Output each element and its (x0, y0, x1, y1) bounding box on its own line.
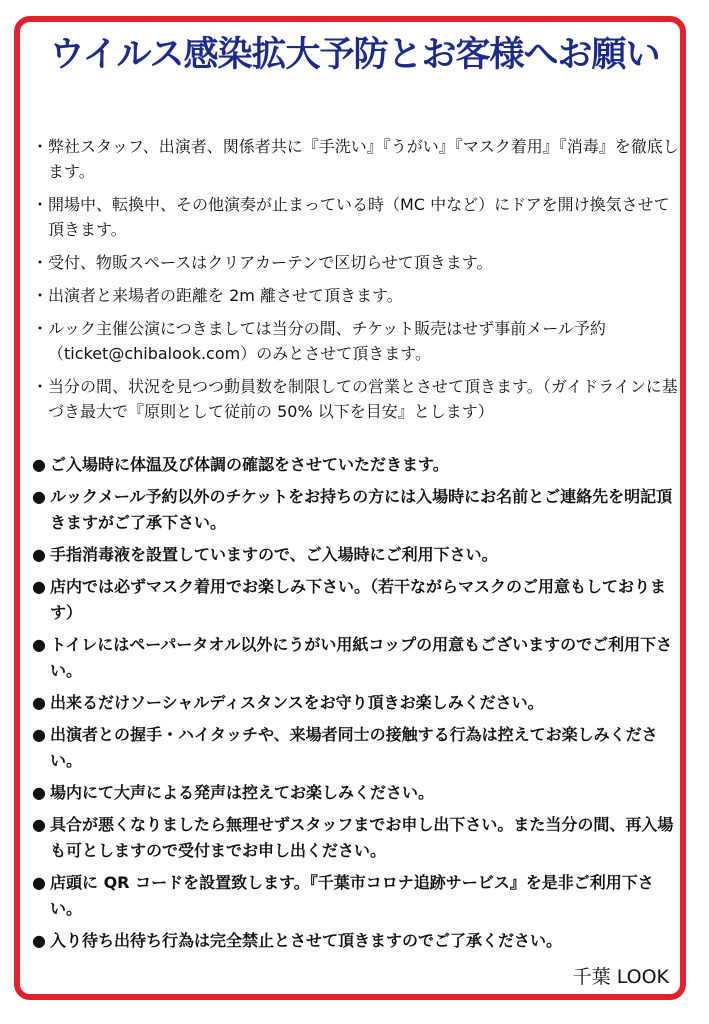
page-title: ウイルス感染拡大予防とお客様へお願い (49, 35, 660, 75)
bullet-mark: ・ (32, 195, 49, 214)
bullet-mark: ・ (32, 319, 49, 338)
list-item (32, 484, 684, 536)
bullet-mark: ・ (32, 286, 49, 305)
notice-text: 受付、物販スペースはクリアカーテンで区切らせて頂きます。 (48, 253, 493, 272)
bullet-dot: ● (32, 873, 46, 892)
list-item (32, 283, 684, 308)
bullet-dot: ● (32, 725, 46, 744)
list-item (32, 928, 684, 954)
notice-text: 当分の間、状況を見つつ動員数を制限しての営業とさせて頂きます。（ガイドラインに基づき最大で『原則として従前の 50% 以下を目安』とします） (48, 377, 678, 421)
bullet-mark: ・ (32, 377, 49, 396)
rule-text: 出来るだけソーシャルディスタンスをお守り頂きお楽しみください。 (50, 693, 544, 712)
list-item (32, 250, 684, 275)
rule-text: 店頭に QR コードを設置致します。『千葉市コロナ追跡サービス』を是非ご利用下さい。 (50, 873, 654, 918)
rule-text: 場内にて大声による発声は控えてお楽しみください。 (50, 783, 435, 802)
bullet-dot: ● (32, 931, 46, 950)
bullet-dot: ● (32, 487, 46, 506)
list-item (32, 870, 684, 922)
list-item (32, 192, 684, 242)
notice-list (32, 134, 684, 432)
rule-text: 出演者との握手・ハイタッチや、来場者同士の接触する行為は控えてお楽しみください。 (50, 725, 658, 770)
list-item (32, 542, 684, 568)
rule-text: ルックメール予約以外のチケットをお持ちの方には入場時にお名前とご連絡先を明記頂きますがご了承下さい。 (50, 487, 673, 532)
bullet-mark: ・ (32, 253, 49, 272)
rule-text: 手指消毒液を設置していますので、ご入場時にご利用下さい。 (50, 545, 498, 564)
list-item (32, 316, 684, 366)
list-item (32, 812, 684, 864)
notice-text: 出演者と来場者の距離を 2m 離させて頂きます。 (48, 286, 403, 305)
list-item (32, 452, 684, 478)
list-item (32, 780, 684, 806)
bullet-dot: ● (32, 455, 46, 474)
rule-text: 店内では必ずマスク着用でお楽しみ下さい。（若干ながらマスクのご用意もしております） (50, 577, 667, 622)
list-item (32, 574, 684, 626)
list-item (32, 722, 684, 774)
bullet-dot: ● (32, 693, 46, 712)
list-item (32, 374, 684, 424)
bullet-dot: ● (32, 783, 46, 802)
rule-text: トイレにはペーパータオル以外にうがい用紙コップの用意もございますのでご利用下さい。 (50, 635, 673, 680)
bullet-dot: ● (32, 635, 46, 654)
bullet-dot: ● (32, 545, 46, 564)
rule-text: 具合が悪くなりましたら無理せずスタッフまでお申し出下さい。また当分の間、再入場も可としますので受付までお申し出ください。 (50, 815, 674, 860)
notice-text: 弊社スタッフ、出演者、関係者共に『手洗い』『うがい』『マスク着用』『消毒』を徹底します。 (48, 137, 679, 181)
bullet-dot: ● (32, 815, 46, 834)
rule-text: ご入場時に体温及び体調の確認をさせていただきます。 (50, 455, 449, 474)
notice-text: ルック主催公演につきましては当分の間、チケット販売はせず事前メール予約（ticket@chibalook.com）のみとさせて頂きます。 (48, 319, 606, 363)
list-item (32, 690, 684, 716)
signature: 千葉 LOOK (572, 966, 669, 988)
list-item (32, 632, 684, 684)
rule-list (32, 452, 684, 960)
bullet-dot: ● (32, 577, 46, 596)
list-item (32, 134, 684, 184)
bullet-mark: ・ (32, 137, 49, 156)
notice-text: 開場中、転換中、その他演奏が止まっている時（MC 中など）にドアを開け換気させて頂きます。 (48, 195, 670, 239)
rule-text: 入り待ち出待ち行為は完全禁止とさせて頂きますのでご了承ください。 (50, 931, 563, 950)
